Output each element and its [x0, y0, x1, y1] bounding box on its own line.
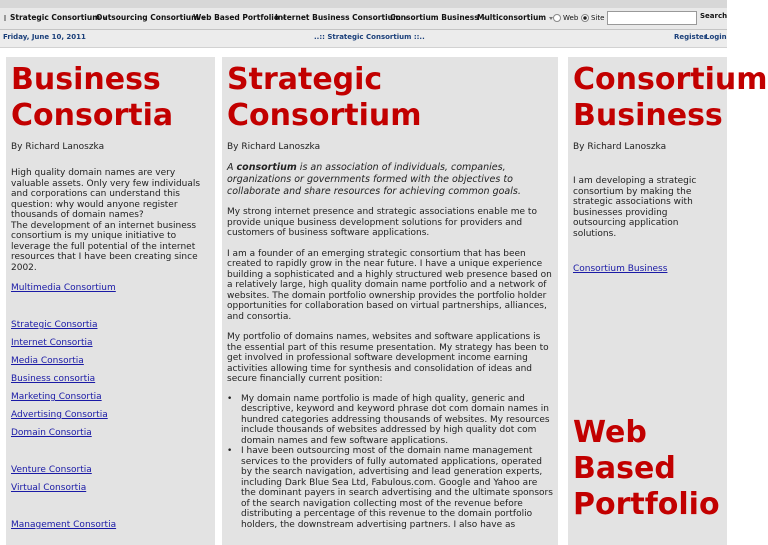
column-consortium-business	[568, 57, 768, 545]
column-strategic-consortium	[222, 57, 558, 545]
paragraph: My portfolio of domains names, websites and software applications is the essential part of this resume presentation. My strategy has been to get involved in professional software development income earning activities allowing time for synthesis and consolidation of ideas and secure financially current position:	[227, 332, 549, 384]
link-virtual-consortia[interactable]: Virtual Consortia	[11, 483, 87, 493]
intro-text: A	[227, 162, 237, 173]
bullet-list	[227, 394, 553, 531]
intro-bold-term: consortium	[236, 162, 297, 173]
link-internet-consortia[interactable]: Internet Consortia	[11, 338, 93, 348]
article-title	[227, 62, 553, 134]
title-line: Consortium	[573, 62, 768, 97]
login-link[interactable]: Login	[705, 33, 727, 41]
link-advertising-consortia[interactable]: Advertising Consortia	[11, 410, 108, 420]
intro-paragraph	[227, 162, 553, 198]
site-title[interactable]: ..:: Strategic Consortium ::..	[314, 33, 425, 41]
radio-web-label: Web	[563, 14, 579, 22]
article-title	[573, 62, 768, 134]
link-venture-consortia[interactable]: Venture Consortia	[11, 465, 92, 475]
link-domain-consortia[interactable]: Domain Consortia	[11, 428, 92, 438]
link-consortium-business[interactable]: Consortium Business	[573, 264, 668, 274]
bullet-icon: •	[227, 446, 233, 456]
menu-item-web-based-portfolio[interactable]	[193, 13, 286, 22]
radio-web[interactable]	[553, 14, 578, 22]
menu-item-label: Web Based Portfolio	[193, 13, 280, 22]
link-multimedia-consortium[interactable]: Multimedia Consortium	[11, 283, 116, 293]
date-label: Friday, June 10, 2011	[3, 33, 86, 41]
menu-item-label: Consortium Business	[390, 13, 479, 22]
paragraph: I am a founder of an emerging strategic consortium that has been created to rapidly grow in the near future. I have a unique experience building a sophisticated and a highly structured web presence based on a relatively large, high quality domain name portfolio and a network of websites. The domain portfolio ownership provides the portfolio holder opportunities for collaboration based on virtual partnerships, alliances, and consortia.	[227, 248, 552, 322]
article-title	[11, 62, 210, 134]
info-bar	[0, 30, 727, 48]
menu-item-multiconsortium[interactable]	[477, 13, 553, 22]
radio-icon	[553, 14, 561, 22]
menu-item-consortium-business[interactable]	[390, 13, 486, 22]
menu-item-label: Multiconsortium	[477, 13, 547, 22]
radio-site[interactable]	[581, 14, 604, 22]
title-line: Strategic	[227, 62, 383, 97]
paragraph: My strong internet presence and strategic associations enable me to provide unique business development solutions for providers and customers of business software applications.	[227, 207, 537, 238]
byline: By Richard Lanoszka	[227, 142, 321, 152]
byline: By Richard Lanoszka	[11, 142, 105, 152]
search-input[interactable]	[607, 11, 697, 25]
link-media-consortia[interactable]: Media Consortia	[11, 356, 84, 366]
title-line: Consortium	[227, 98, 422, 133]
title-line: Web	[573, 415, 647, 450]
article-title	[573, 415, 722, 523]
menu-grip-icon	[4, 15, 6, 21]
link-business-consortia[interactable]: Business consortia	[11, 374, 96, 384]
title-line: Consortia	[11, 98, 174, 133]
title-line: Based	[573, 451, 676, 486]
paragraph: High quality domain names are very valuable assets. Only very few individuals and corporations can understand this question: why would anyone register thousands of domain names?	[11, 168, 201, 220]
list-item	[227, 394, 553, 447]
link-marketing-consortia[interactable]: Marketing Consortia	[11, 392, 102, 402]
menu-item-label: Internet Business Consortium	[275, 13, 401, 22]
title-line: Business	[11, 62, 161, 97]
radio-site-label: Site	[591, 14, 605, 22]
radio-selected-icon	[581, 14, 589, 22]
menu-item-outsourcing-consortium[interactable]	[96, 13, 206, 22]
menu-item-strategic-consortium[interactable]	[4, 13, 107, 22]
column-business-consortia	[6, 57, 215, 545]
list-item-text: I have been outsourcing most of the domain name management services to the providers of fully automated applications, operated by the search navigation, advertising and lead generation experts, including Dark Blue Sea Ltd, Fabulous.com. Google and Yahoo are the dominant payers in search advertising and the ultimate sponsors of the search navigation collecting most of the revenue before distributing a percentage of this revenue to the domain portfolio holders, the downstream advertising partners. I also have as	[241, 446, 553, 530]
paragraph: I am developing a strategic consortium by making the strategic associations with businesses providing outsourcing application solutions.	[573, 176, 697, 239]
menu-item-label: Strategic Consortium	[10, 13, 101, 22]
menu-item-label: Outsourcing Consortium	[96, 13, 199, 22]
title-line: Portfolio	[573, 487, 720, 522]
bullet-icon: •	[227, 393, 233, 404]
intro-text: is an association of individuals, companies, organizations or governments formed with the objectives to collaborate and share resources for achieving common goals.	[227, 162, 521, 197]
search-button[interactable]: Search	[700, 12, 728, 20]
register-link[interactable]: Register	[674, 33, 708, 41]
list-item-text: My domain name portfolio is made of high quality, generic and descriptive, keyword and keyword phrase dot com domain names in hundred categories addressing thousands of websites. My resources include thousands of websites addressed by high quality dot com domain names and few software applications.	[241, 393, 550, 446]
link-management-consortia[interactable]: Management Consortia	[11, 520, 117, 530]
menu-item-internet-business-consortium[interactable]	[275, 13, 408, 22]
paragraph: The development of an internet business consortium is my unique initiative to leverage the full potential of the internet resources that I have been creating since 2002.	[11, 220, 198, 273]
link-strategic-consortia[interactable]: Strategic Consortia	[11, 320, 98, 330]
list-item	[227, 446, 553, 530]
title-line: Business	[573, 98, 723, 133]
byline: By Richard Lanoszka	[573, 142, 667, 152]
